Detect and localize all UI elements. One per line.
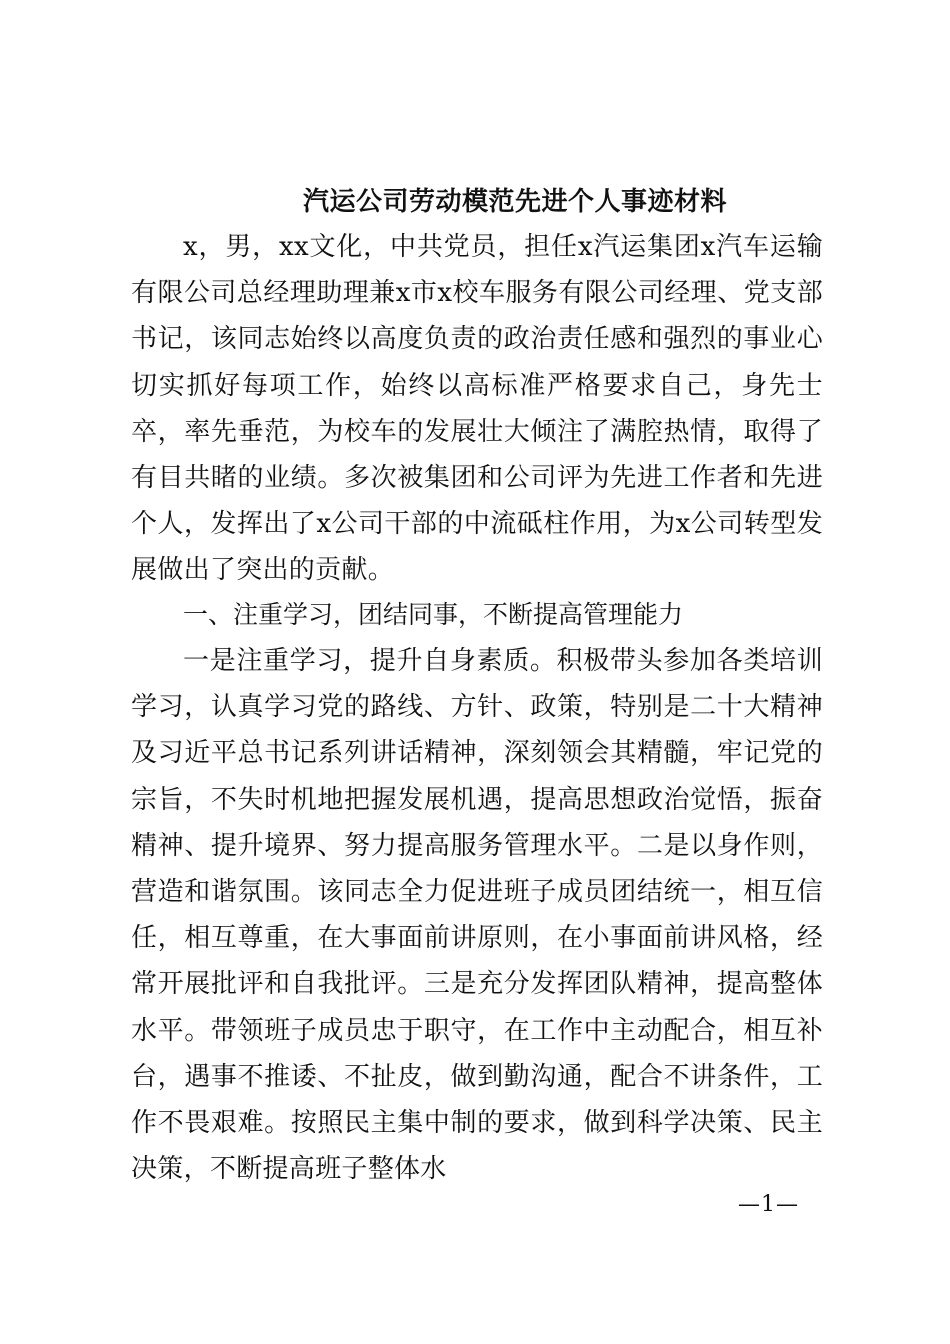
page-number: —1— — [738, 1192, 799, 1217]
section-paragraph: 一是注重学习，提升自身素质。积极带头参加各类培训学习，认真学习党的路线、方针、政策，特别是二十大精神及习近平总书记系列讲话精神，深刻领会其精髓，牢记党的宗旨，不失时机地把握发展机遇，提高思想政治觉悟，振奋精神、提升境界、努力提高服务管理水平。二是以身作则，营造和谐氛围。该同志全力促进班子成员团结统一，相互信任，相互尊重，在大事面前讲原则，在小事面前讲风格，经常开展批评和自我批评。三是充分发挥团队精神，提高整体水平。带领班子成员忠于职守，在工作中主动配合，相互补台，遇事不推诿、不扯皮，做到勤沟通，配合不讲条件，工作不畏艰难。按照民主集中制的要求，做到科学决策、民主决策，不断提高班子整体水 — [131, 646, 823, 1185]
intro-paragraph: x，男，xx文化，中共党员，担任x汽运集团x汽车运输有限公司总经理助理兼x市x校车服务有限公司经理、党支部书记，该同志始终以高度负责的政治责任感和强烈的事业心切实抓好每项工作，始终以高标准严格要求自己，身先士卒，率先垂范，为校车的发展壮大倾注了满腔热情，取得了有目共睹的业绩。多次被集团和公司评为先进工作者和先进个人，发挥出了x公司干部的中流砥柱作用，为x公司转型发展做出了突出的贡献。 — [131, 232, 823, 586]
document-title: 汽运公司劳动模范先进个人事迹材料 — [302, 187, 727, 217]
section-heading: 一、注重学习，团结同事，不断提高管理能力 — [183, 600, 684, 629]
